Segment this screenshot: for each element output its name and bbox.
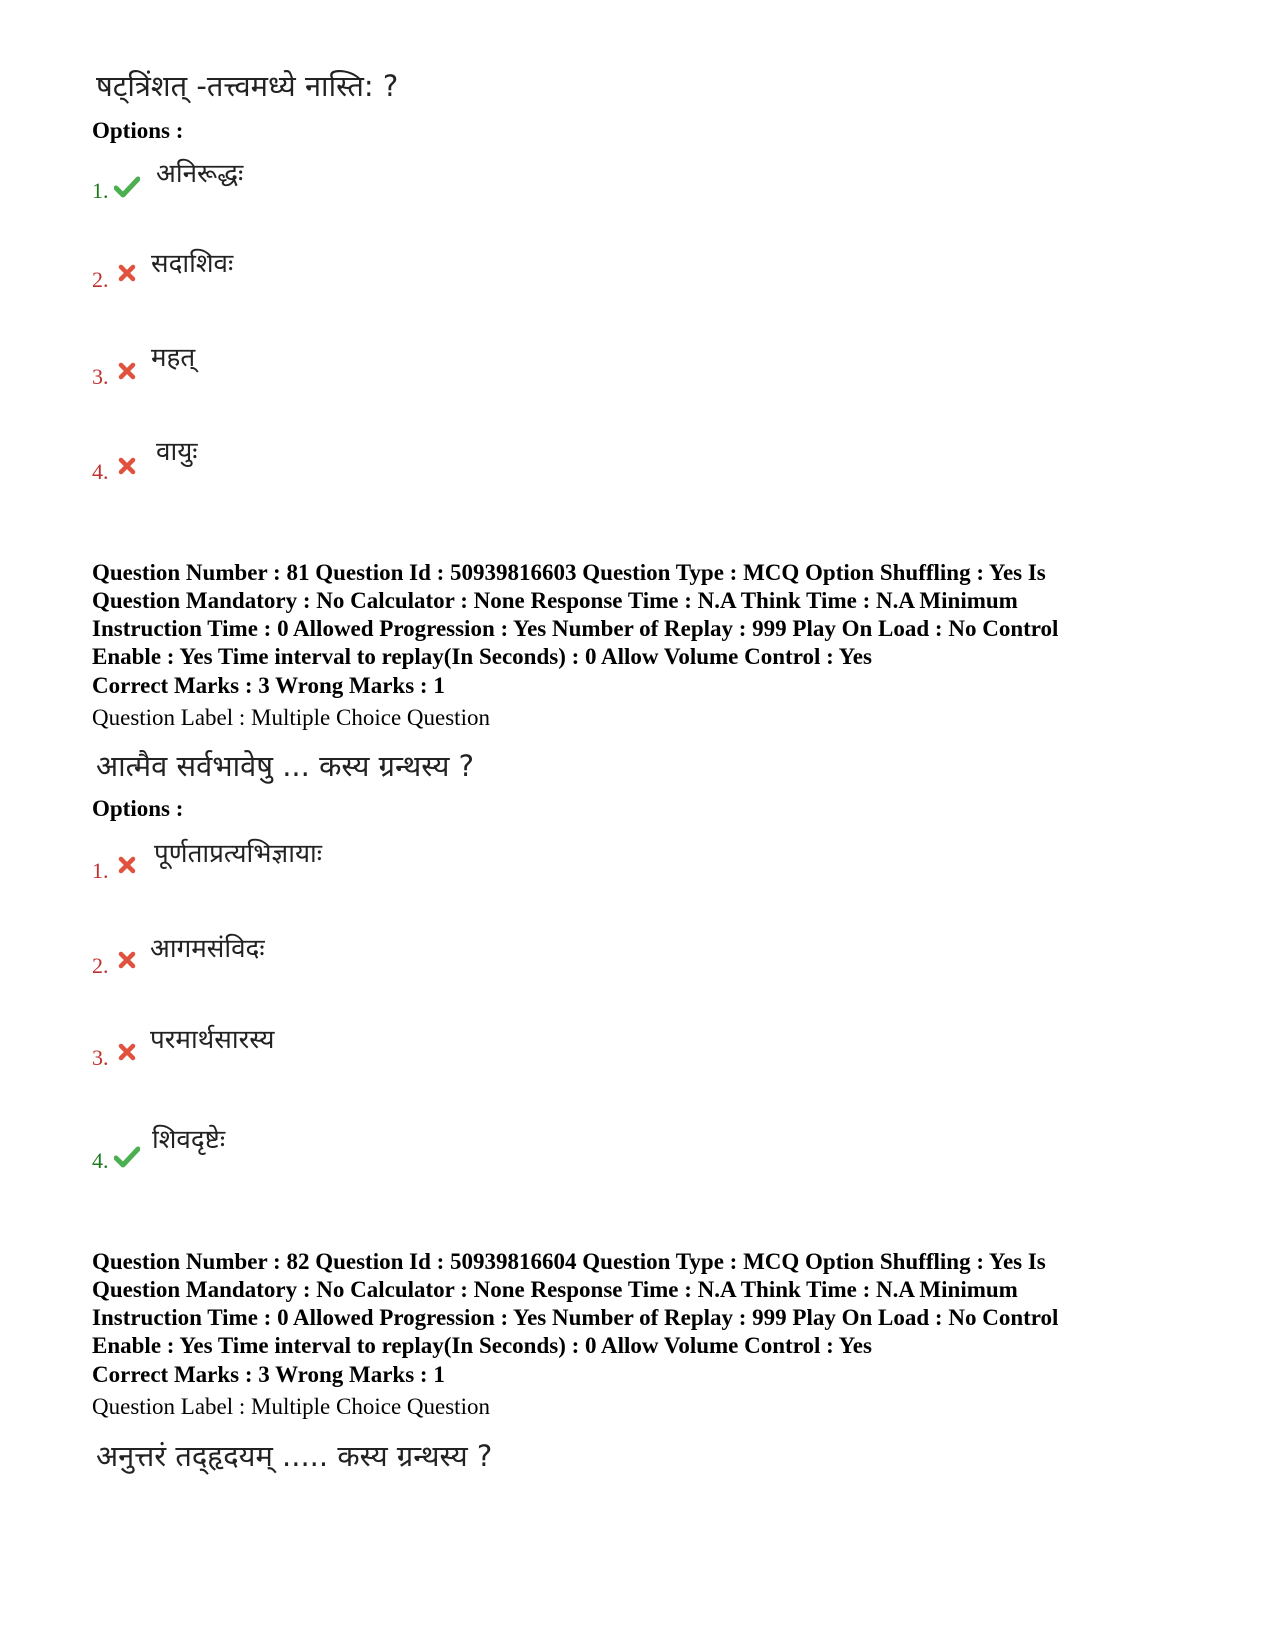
question-text: षट्त्रिंशत् -तत्त्वमध्ये नास्ति: ?	[96, 69, 399, 103]
cross-mark-icon	[116, 263, 142, 285]
meta-line: Question Number : 81 Question Id : 50939816603 Question Type : MCQ Option Shuffling : Yes Is	[92, 560, 1046, 585]
meta-line: Instruction Time : 0 Allowed Progression : Yes Number of Replay : 999 Play On Load : No Control	[92, 616, 1059, 641]
cross-mark-icon	[116, 361, 142, 383]
option-text: परमार्थसारस्य	[150, 1025, 275, 1055]
cross-mark-icon	[116, 456, 142, 478]
options-label: Options :	[92, 118, 184, 143]
check-mark-icon	[114, 1146, 140, 1168]
question-meta	[92, 559, 1202, 671]
option-number: 1.	[92, 178, 109, 203]
option-text: पूर्णताप्रत्यभिज्ञायाः	[154, 839, 323, 869]
marks-line: Correct Marks : 3 Wrong Marks : 1	[92, 1362, 445, 1387]
question-label: Question Label : Multiple Choice Question	[92, 1394, 490, 1419]
option-number: 2.	[92, 267, 109, 292]
option-text: शिवदृष्टेः	[152, 1125, 226, 1155]
option-text: अनिरूद्धः	[156, 159, 244, 189]
meta-line: Enable : Yes Time interval to replay(In Seconds) : 0 Allow Volume Control : Yes	[92, 644, 872, 669]
meta-line: Instruction Time : 0 Allowed Progression : Yes Number of Replay : 999 Play On Load : No Control	[92, 1305, 1059, 1330]
question-meta	[92, 1248, 1202, 1360]
options-label: Options :	[92, 796, 184, 821]
option-text: आगमसंविदः	[150, 934, 265, 964]
meta-line: Question Mandatory : No Calculator : None Response Time : N.A Think Time : N.A Minimum	[92, 588, 1018, 613]
meta-line: Question Mandatory : No Calculator : None Response Time : N.A Think Time : N.A Minimum	[92, 1277, 1018, 1302]
option-number: 3.	[92, 364, 109, 389]
option-number: 4.	[92, 1148, 109, 1173]
marks-line: Correct Marks : 3 Wrong Marks : 1	[92, 673, 445, 698]
meta-line: Question Number : 82 Question Id : 50939816604 Question Type : MCQ Option Shuffling : Yes Is	[92, 1249, 1046, 1274]
option-number: 4.	[92, 459, 109, 484]
question-label: Question Label : Multiple Choice Question	[92, 705, 490, 730]
question-text: आत्मैव सर्वभावेषु ... कस्य ग्रन्थस्य ?	[96, 749, 475, 783]
question-text: अनुत्तरं तद्हृदयम् ..... कस्य ग्रन्थस्य ?	[96, 1439, 493, 1473]
option-number: 1.	[92, 858, 109, 883]
option-number: 3.	[92, 1045, 109, 1070]
option-number: 2.	[92, 953, 109, 978]
option-text: महत्	[151, 343, 196, 373]
meta-line: Enable : Yes Time interval to replay(In Seconds) : 0 Allow Volume Control : Yes	[92, 1333, 872, 1358]
cross-mark-icon	[116, 1042, 142, 1064]
cross-mark-icon	[116, 855, 142, 877]
check-mark-icon	[114, 176, 140, 198]
option-text: वायुः	[156, 437, 198, 467]
cross-mark-icon	[116, 950, 142, 972]
option-text: सदाशिवः	[151, 249, 234, 279]
